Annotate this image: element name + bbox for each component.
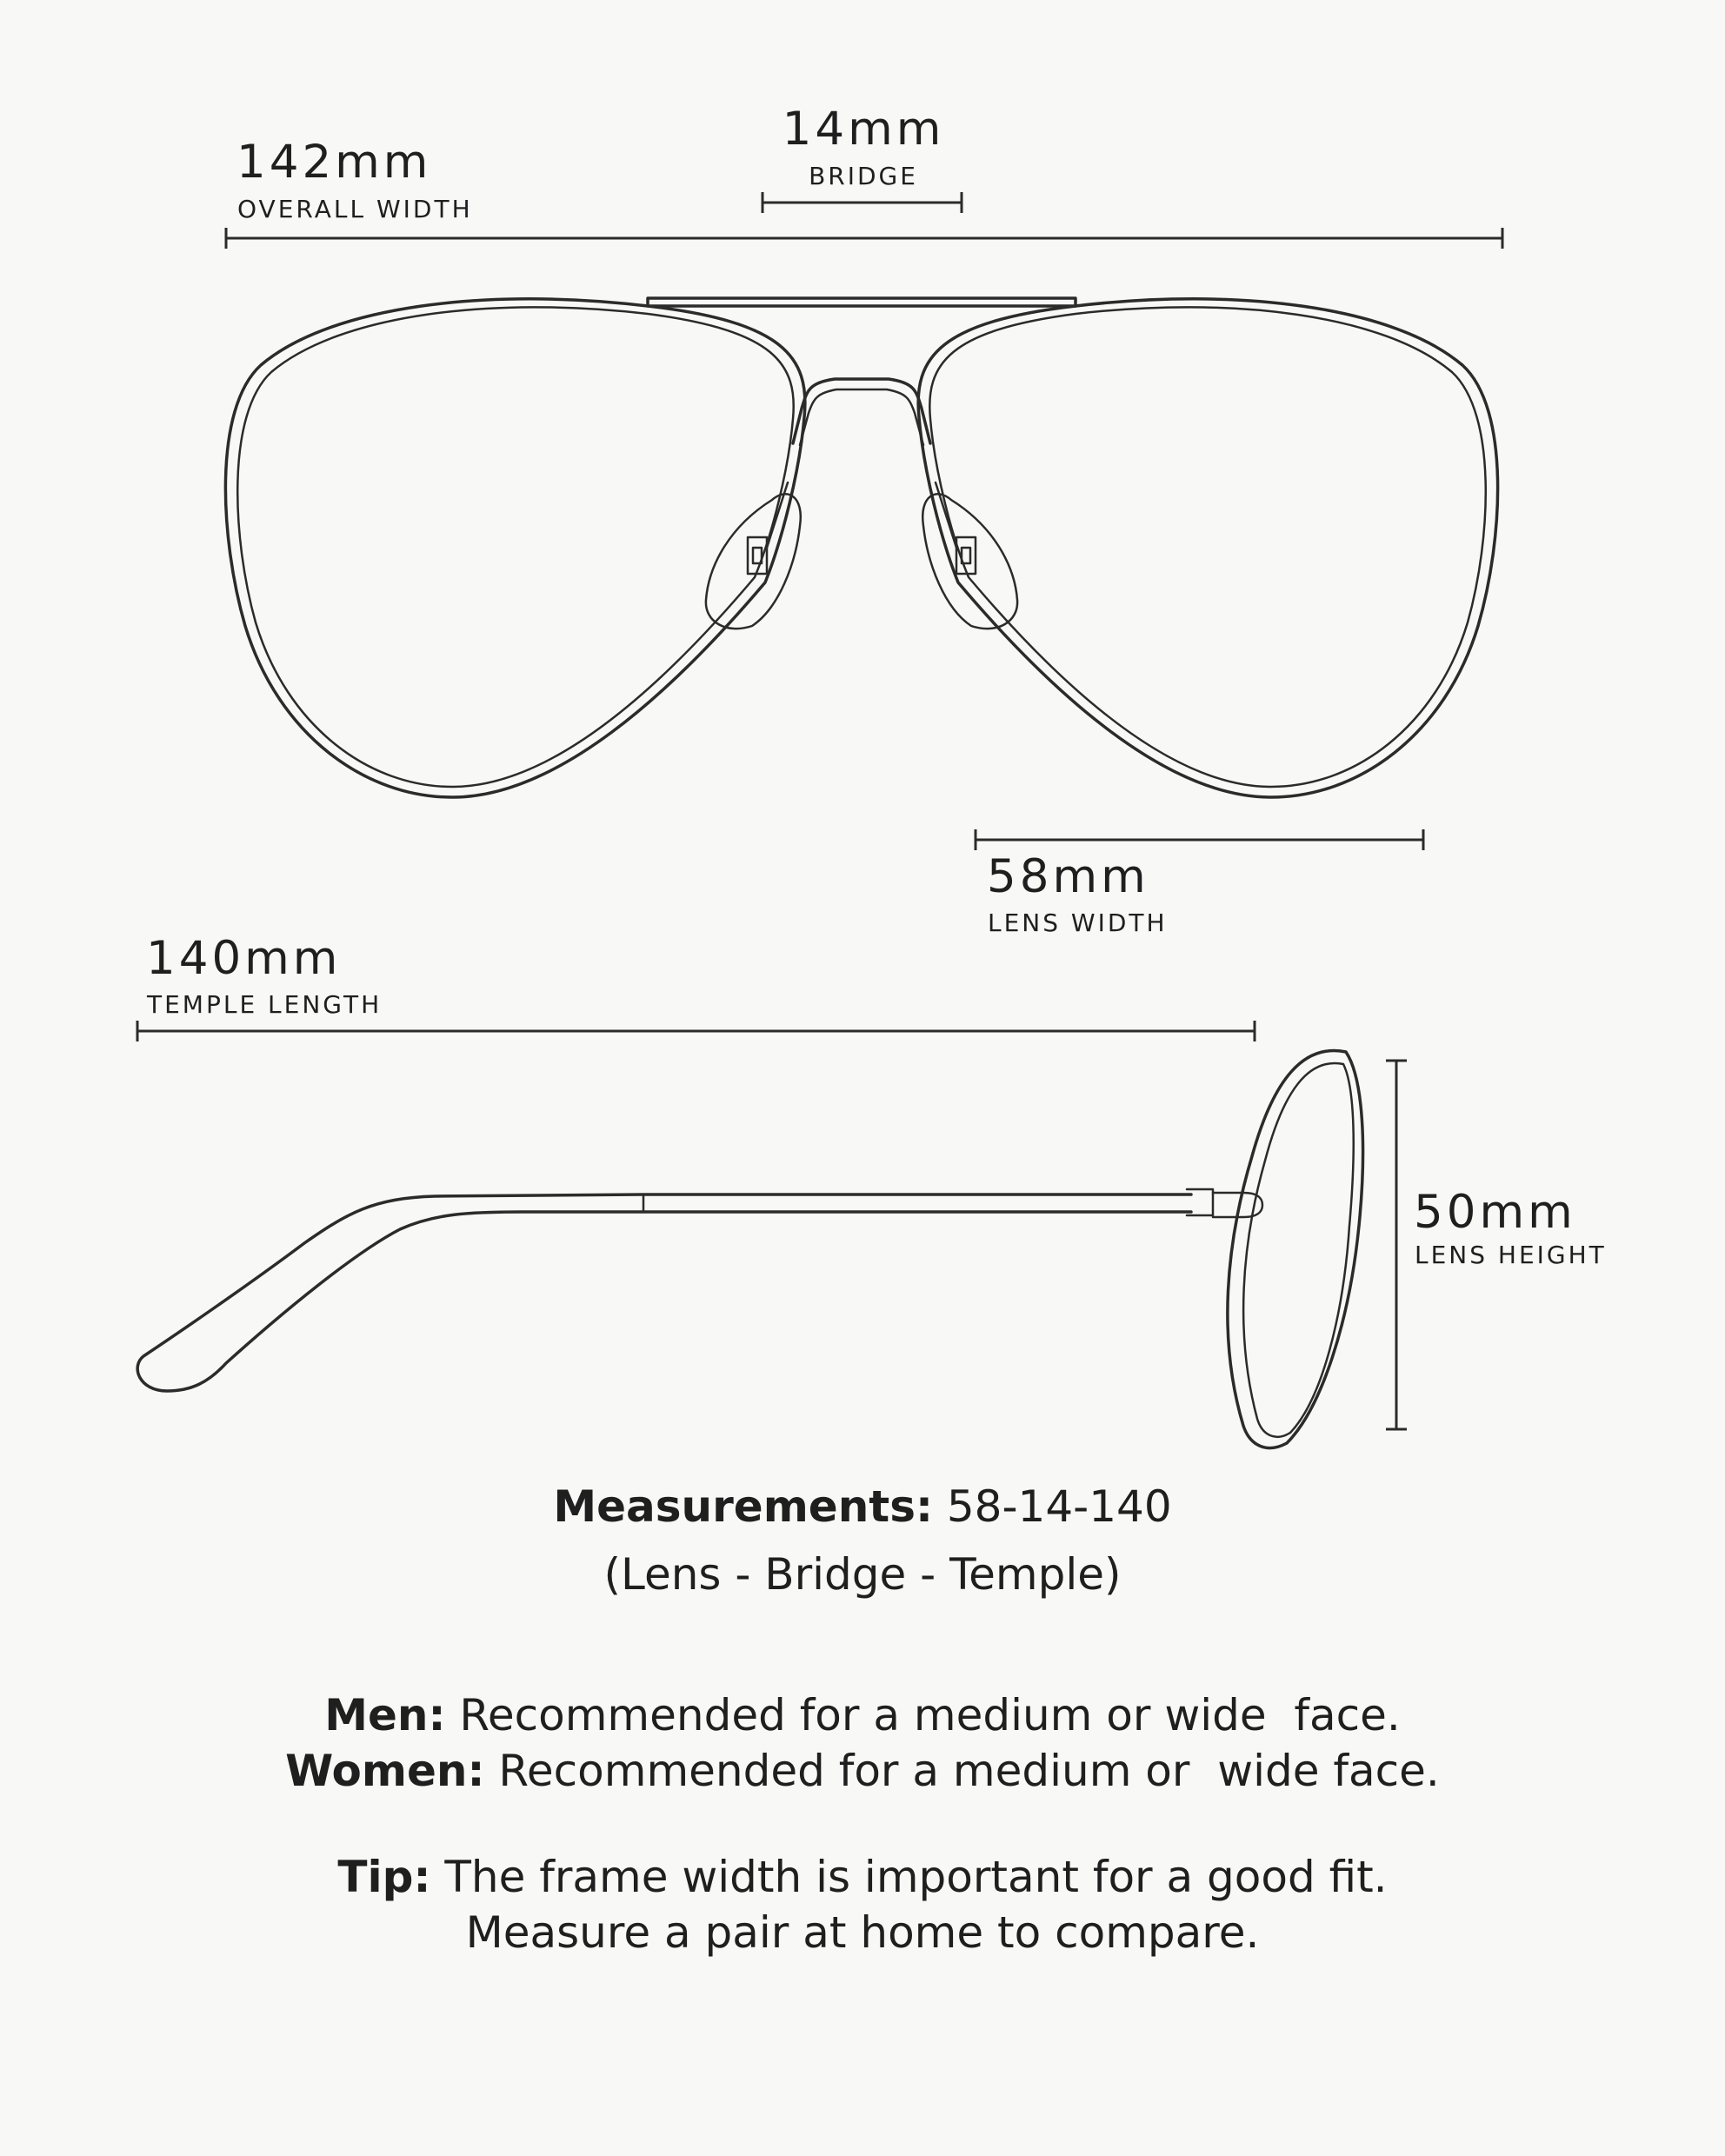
lens-width-label: LENS WIDTH bbox=[988, 908, 1168, 937]
women-label: Women: bbox=[285, 1746, 485, 1796]
lens-height-dimension-line bbox=[1386, 1061, 1407, 1429]
side-view-glasses bbox=[137, 1051, 1362, 1448]
hinge bbox=[1187, 1189, 1262, 1217]
men-text: Recommended for a medium or wide face. bbox=[459, 1690, 1401, 1740]
measurements-label: Measurements: bbox=[553, 1481, 933, 1532]
temple-arm bbox=[137, 1194, 1191, 1391]
right-nose-pad bbox=[922, 482, 1017, 629]
men-label: Men: bbox=[324, 1690, 446, 1740]
tip-label: Tip: bbox=[337, 1852, 431, 1902]
temple-length-value: 140mm bbox=[146, 932, 342, 985]
women-recommendation bbox=[0, 1746, 1725, 1796]
left-nose-pad bbox=[706, 482, 801, 629]
left-lens bbox=[225, 299, 805, 797]
measurements-legend: (Lens - Bridge - Temple) bbox=[603, 1549, 1122, 1600]
measurements-value: 58-14-140 bbox=[946, 1481, 1172, 1532]
top-bar bbox=[648, 298, 1076, 306]
right-lens bbox=[918, 299, 1498, 797]
bridge-value: 14mm bbox=[782, 103, 945, 156]
lens-height-label: LENS HEIGHT bbox=[1415, 1241, 1607, 1269]
lens-height-value: 50mm bbox=[1414, 1186, 1576, 1239]
tip-line-1 bbox=[0, 1852, 1725, 1902]
bridge-dimension-line bbox=[763, 192, 962, 213]
men-recommendation bbox=[0, 1690, 1725, 1740]
temple-length-label: TEMPLE LENGTH bbox=[147, 990, 383, 1019]
bridge-label: BRIDGE bbox=[809, 162, 918, 190]
lens-width-dimension-line bbox=[976, 829, 1423, 850]
women-text: Recommended for a medium or wide face. bbox=[498, 1746, 1440, 1796]
overall-width-dimension-line bbox=[226, 228, 1502, 249]
overall-width-value: 142mm bbox=[236, 136, 432, 189]
lens-width-value: 58mm bbox=[987, 850, 1149, 903]
tip-line-2: Measure a pair at home to compare. bbox=[465, 1907, 1260, 1958]
overall-width-label: OVERALL WIDTH bbox=[237, 195, 473, 223]
front-view-glasses bbox=[225, 298, 1497, 797]
measurements-line bbox=[0, 1481, 1725, 1532]
nose-bridge bbox=[793, 379, 930, 445]
temple-length-dimension-line bbox=[137, 1021, 1255, 1041]
tip-text-1: The frame width is important for a good fit. bbox=[444, 1852, 1388, 1902]
side-lens bbox=[1228, 1051, 1363, 1448]
